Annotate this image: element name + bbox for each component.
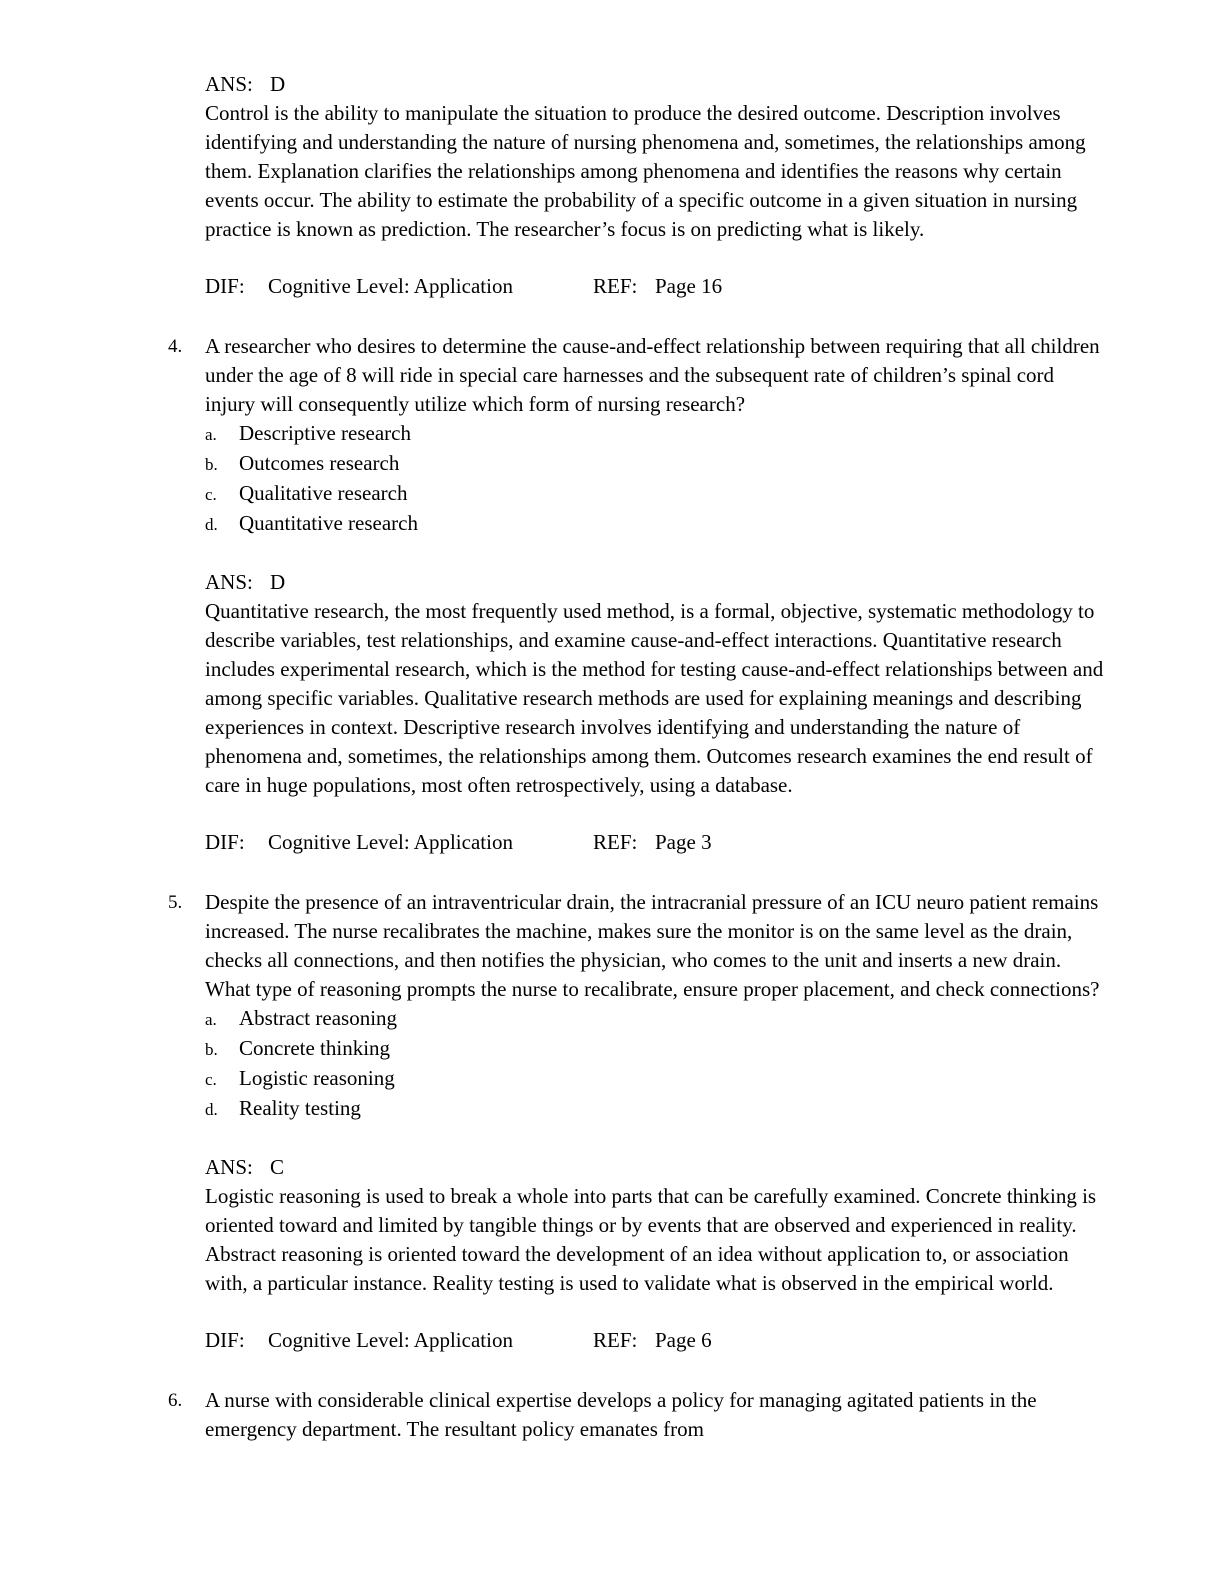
question-stem: A researcher who desires to determine the cause-and-effect relationship between requiring that all children under the age of 8 will ride in special care harnesses and the subsequent rate of children’s spinal cord injury will consequently utilize which form of nursing research?	[205, 334, 1100, 416]
option-b	[205, 449, 1109, 479]
option-text: Quantitative research	[239, 511, 418, 535]
question-5	[168, 888, 1109, 1355]
option-c	[205, 479, 1109, 509]
dif-label: DIF:	[205, 1328, 245, 1352]
dif-value: Cognitive Level: Application	[268, 830, 513, 854]
option-letter: a.	[205, 425, 217, 444]
option-letter: c.	[205, 485, 217, 504]
option-d	[205, 1094, 1109, 1124]
option-text: Descriptive research	[239, 421, 411, 445]
question-stem-row	[168, 888, 1109, 1004]
dif-ref-line	[205, 828, 1109, 857]
option-text: Reality testing	[239, 1096, 361, 1120]
dif-ref-line	[205, 1326, 1109, 1355]
question-stem: A nurse with considerable clinical expertise develops a policy for managing agitated patients in the emergency department. The resultant policy emanates from	[205, 1388, 1037, 1441]
option-letter: d.	[205, 515, 218, 534]
question-number: 5.	[168, 892, 183, 913]
question-number: 4.	[168, 336, 183, 357]
question-stem-row	[168, 1386, 1109, 1444]
question-stem: Despite the presence of an intraventricular drain, the intracranial pressure of an ICU neuro patient remains increased. The nurse recalibrates the machine, makes sure the monitor is on the same level as the drain, checks all connections, and then notifies the physician, who comes to the unit and inserts a new drain. What type of reasoning prompts the nurse to recalibrate, ensure proper placement, and check connections?	[205, 890, 1100, 1001]
option-c	[205, 1064, 1109, 1094]
ans-label: ANS:	[205, 570, 253, 594]
ans-label: ANS:	[205, 72, 253, 96]
option-text: Qualitative research	[239, 481, 408, 505]
option-letter: b.	[205, 1040, 218, 1059]
ref-value: Page 6	[655, 1328, 712, 1352]
answer-block-q4	[205, 568, 1109, 857]
options-list	[205, 419, 1109, 539]
ref-value: Page 16	[655, 274, 723, 298]
rationale-text: Logistic reasoning is used to break a whole into parts that can be carefully examined. Concrete thinking is oriented toward and limited by tangible things or by events that are observed and experienced in reality. Abstract reasoning is oriented toward the development of an idea without application to, or association with, a particular instance. Reality testing is used to validate what is observed in the empirical world.	[205, 1184, 1097, 1295]
answer-line	[205, 568, 1109, 597]
rationale-text: Control is the ability to manipulate the situation to produce the desired outcome. Description involves identifying and understanding the nature of nursing phenomena and, sometimes, the relationships among them. Explanation clarifies the relationships among phenomena and identifies the reasons why certain events occur. The ability to estimate the probability of a specific outcome in a given situation in nursing practice is known as prediction. The researcher’s focus is on predicting what is likely.	[205, 101, 1086, 241]
question-6	[168, 1386, 1109, 1444]
option-a	[205, 1004, 1109, 1034]
option-a	[205, 419, 1109, 449]
ans-label: ANS:	[205, 1155, 253, 1179]
ref-value: Page 3	[655, 830, 712, 854]
answer-block-q5	[205, 1153, 1109, 1355]
option-letter: a.	[205, 1010, 217, 1029]
rationale-text: Quantitative research, the most frequently used method, is a formal, objective, systematic methodology to describe variables, test relationships, and examine cause-and-effect interactions. Quantitative research includes experimental research, which is the method for testing cause-and-effect relationships between and among specific variables. Qualitative research methods are used for explaining meanings and describing experiences in context. Descriptive research involves identifying and understanding the nature of phenomena and, sometimes, the relationships among them. Outcomes research examines the end result of care in huge populations, most often retrospectively, using a database.	[205, 599, 1104, 797]
option-text: Outcomes research	[239, 451, 400, 475]
dif-value: Cognitive Level: Application	[268, 274, 513, 298]
option-letter: d.	[205, 1100, 218, 1119]
option-text: Logistic reasoning	[239, 1066, 395, 1090]
ref-label: REF:	[593, 274, 638, 298]
ans-value: D	[270, 72, 286, 96]
ref-label: REF:	[593, 1328, 638, 1352]
dif-label: DIF:	[205, 830, 245, 854]
question-number: 6.	[168, 1390, 183, 1411]
option-text: Concrete thinking	[239, 1036, 391, 1060]
ref-label: REF:	[593, 830, 638, 854]
question-stem-row	[168, 332, 1109, 419]
dif-label: DIF:	[205, 274, 245, 298]
option-letter: c.	[205, 1070, 217, 1089]
answer-block-q3	[205, 70, 1109, 301]
ans-value: D	[270, 570, 286, 594]
answer-line	[205, 1153, 1109, 1182]
ans-value: C	[270, 1155, 285, 1179]
option-d	[205, 509, 1109, 539]
dif-ref-line	[205, 272, 1109, 301]
option-text: Abstract reasoning	[239, 1006, 398, 1030]
question-4	[168, 332, 1109, 857]
option-b	[205, 1034, 1109, 1064]
options-list	[205, 1004, 1109, 1124]
dif-value: Cognitive Level: Application	[268, 1328, 513, 1352]
option-letter: b.	[205, 455, 218, 474]
answer-line	[205, 70, 1109, 99]
